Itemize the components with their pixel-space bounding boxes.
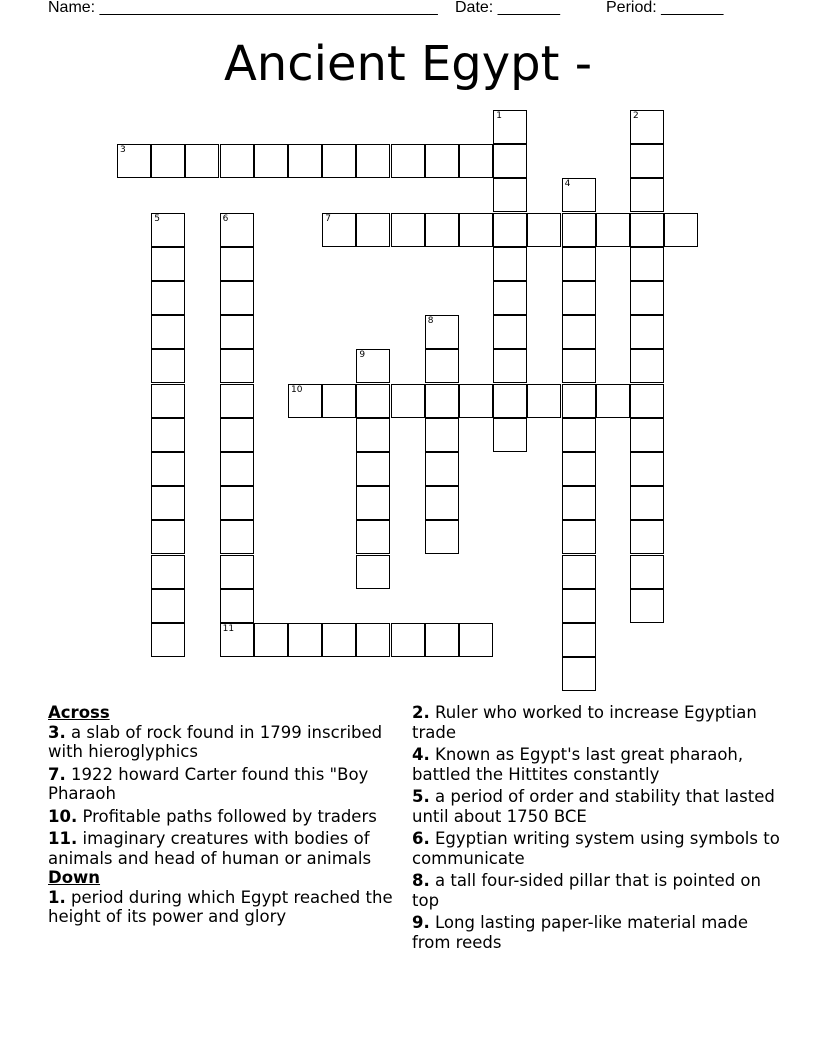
- clue-text: a slab of rock found in 1799 inscribed with hieroglyphics: [48, 722, 383, 761]
- clue-number: 1.: [48, 887, 66, 907]
- grid-cell[interactable]: [425, 520, 459, 554]
- grid-cell[interactable]: [322, 144, 356, 178]
- grid-cell[interactable]: [322, 384, 356, 418]
- grid-cell[interactable]: [151, 486, 185, 520]
- clues-right-column: [412, 703, 782, 955]
- clue-down-8: [412, 871, 782, 910]
- grid-cell[interactable]: [493, 349, 527, 383]
- clue-across-10: [48, 807, 400, 827]
- grid-cell[interactable]: [151, 418, 185, 452]
- grid-cell[interactable]: [220, 486, 254, 520]
- grid-cell[interactable]: [425, 623, 459, 657]
- grid-cell[interactable]: [185, 144, 219, 178]
- grid-cell[interactable]: [493, 384, 527, 418]
- grid-cell[interactable]: [220, 384, 254, 418]
- clue-text: Egyptian writing system using symbols to communicate: [412, 829, 780, 868]
- grid-cell[interactable]: [356, 213, 390, 247]
- grid-cell[interactable]: [288, 384, 322, 418]
- grid-cell[interactable]: [356, 486, 390, 520]
- grid-cell[interactable]: [425, 384, 459, 418]
- clue-text: Known as Egypt's last great pharaoh, battled the Hittites constantly: [412, 745, 744, 784]
- grid-cell[interactable]: [562, 349, 596, 383]
- grid-cell[interactable]: [562, 315, 596, 349]
- clue-number-label: 4: [564, 179, 571, 190]
- grid-cell[interactable]: [562, 247, 596, 281]
- grid-cell[interactable]: [527, 213, 561, 247]
- grid-cell[interactable]: [459, 144, 493, 178]
- grid-cell[interactable]: [562, 486, 596, 520]
- grid-cell[interactable]: [630, 315, 664, 349]
- clue-text: 1922 howard Carter found this "Boy Pharaoh: [48, 764, 369, 803]
- clue-down-4: [412, 745, 782, 784]
- period-field-label: Period: _______: [606, 0, 724, 16]
- grid-cell[interactable]: [151, 213, 185, 247]
- clue-number-label: 2: [633, 111, 639, 121]
- grid-cell[interactable]: [220, 418, 254, 452]
- grid-cell[interactable]: [220, 452, 254, 486]
- grid-cell[interactable]: [664, 213, 698, 247]
- grid-cell[interactable]: [630, 247, 664, 281]
- clue-across-3: [48, 723, 400, 762]
- grid-cell[interactable]: [151, 144, 185, 178]
- date-field-label: Date: _______: [455, 0, 560, 16]
- clue-text: Long lasting paper-like material made from reeds: [412, 913, 749, 952]
- clue-number-label: 9: [359, 350, 366, 361]
- grid-cell[interactable]: [220, 315, 254, 349]
- clue-text: imaginary creatures with bodies of animals and head of human or animals: [48, 829, 372, 868]
- grid-cell[interactable]: [425, 315, 459, 349]
- clue-down-2: [412, 703, 782, 742]
- grid-cell[interactable]: [425, 418, 459, 452]
- grid-cell[interactable]: [493, 418, 527, 452]
- grid-cell[interactable]: [596, 213, 630, 247]
- clue-down-5: [412, 787, 782, 826]
- clue-down-1: [48, 888, 400, 927]
- grid-cell[interactable]: [356, 555, 390, 589]
- clue-number: 11.: [48, 829, 78, 848]
- grid-cell[interactable]: [527, 384, 561, 418]
- grid-cell[interactable]: [630, 589, 664, 623]
- grid-cell[interactable]: [356, 349, 390, 383]
- clue-number: 8.: [412, 871, 430, 890]
- clue-number-label: 3: [120, 145, 126, 156]
- grid-cell[interactable]: [493, 213, 527, 247]
- grid-cell[interactable]: [322, 623, 356, 657]
- clue-number-label: 1: [496, 111, 502, 121]
- grid-cell[interactable]: [254, 623, 288, 657]
- clues-left-column: [48, 703, 400, 930]
- clue-number-label: 6: [222, 213, 229, 224]
- grid-cell[interactable]: [493, 144, 527, 178]
- grid-cell[interactable]: [493, 178, 527, 212]
- clue-across-7: [48, 765, 400, 804]
- page-title: Ancient Egypt -: [223, 36, 593, 92]
- clue-text: period during which Egypt reached the height of its power and glory: [48, 887, 393, 926]
- grid-cell[interactable]: [220, 520, 254, 554]
- grid-cell[interactable]: [356, 384, 390, 418]
- grid-cell[interactable]: [562, 555, 596, 589]
- grid-cell[interactable]: [562, 623, 596, 657]
- grid-cell[interactable]: [630, 144, 664, 178]
- grid-cell[interactable]: [356, 144, 390, 178]
- grid-cell[interactable]: [596, 384, 630, 418]
- grid-cell[interactable]: [151, 589, 185, 623]
- grid-cell[interactable]: [630, 213, 664, 247]
- grid-cell[interactable]: [151, 315, 185, 349]
- clue-number: 4.: [412, 745, 430, 764]
- clue-across-11: [48, 829, 400, 868]
- grid-cell[interactable]: [151, 555, 185, 589]
- clue-text: Ruler who worked to increase Egyptian trade: [412, 703, 757, 742]
- clue-text: a tall four-sided pillar that is pointed on top: [412, 871, 761, 910]
- across-heading: Across: [48, 703, 110, 722]
- grid-cell[interactable]: [151, 349, 185, 383]
- clue-text: a period of order and stability that lasted until about 1750 BCE: [412, 787, 775, 826]
- grid-cell[interactable]: [562, 178, 596, 212]
- clue-down-9: [412, 913, 782, 952]
- clue-number: 10.: [48, 806, 78, 826]
- clue-number: 9.: [412, 913, 430, 932]
- grid-cell[interactable]: [254, 144, 288, 178]
- clue-down-6: [412, 829, 782, 868]
- grid-cell[interactable]: [630, 486, 664, 520]
- clue-number-label: 7: [325, 213, 331, 224]
- grid-cell[interactable]: [117, 144, 151, 178]
- grid-cell[interactable]: [630, 281, 664, 315]
- grid-cell[interactable]: [630, 178, 664, 212]
- grid-cell[interactable]: [562, 418, 596, 452]
- grid-cell[interactable]: [493, 315, 527, 349]
- grid-cell[interactable]: [630, 110, 664, 144]
- clue-number-label: 5: [154, 213, 160, 224]
- grid-cell[interactable]: [391, 384, 425, 418]
- clue-text: Profitable paths followed by traders: [77, 806, 377, 826]
- grid-cell[interactable]: [630, 452, 664, 486]
- grid-cell[interactable]: [322, 213, 356, 247]
- grid-cell[interactable]: [356, 520, 390, 554]
- grid-cell[interactable]: [562, 657, 596, 691]
- grid-cell[interactable]: [493, 281, 527, 315]
- clue-number: 3.: [48, 722, 66, 742]
- grid-cell[interactable]: [220, 555, 254, 589]
- grid-cell[interactable]: [391, 213, 425, 247]
- grid-cell[interactable]: [459, 384, 493, 418]
- grid-cell[interactable]: [562, 452, 596, 486]
- grid-cell[interactable]: [562, 281, 596, 315]
- grid-cell[interactable]: [630, 520, 664, 554]
- grid-cell[interactable]: [630, 384, 664, 418]
- grid-cell[interactable]: [425, 349, 459, 383]
- clue-number-label: 11: [222, 624, 235, 634]
- grid-cell[interactable]: [425, 452, 459, 486]
- grid-cell[interactable]: [220, 623, 254, 657]
- grid-cell[interactable]: [425, 144, 459, 178]
- grid-cell[interactable]: [630, 555, 664, 589]
- grid-cell[interactable]: [151, 281, 185, 315]
- grid-cell[interactable]: [425, 213, 459, 247]
- grid-cell[interactable]: [151, 247, 185, 281]
- clue-number: 2.: [412, 703, 430, 722]
- clue-number: 5.: [412, 787, 430, 806]
- grid-cell[interactable]: [562, 589, 596, 623]
- grid-cell[interactable]: [220, 589, 254, 623]
- grid-cell[interactable]: [220, 281, 254, 315]
- grid-cell[interactable]: [356, 452, 390, 486]
- grid-cell[interactable]: [288, 623, 322, 657]
- grid-cell[interactable]: [220, 144, 254, 178]
- clue-number: 7.: [48, 764, 66, 784]
- grid-cell[interactable]: [630, 349, 664, 383]
- grid-cell[interactable]: [493, 247, 527, 281]
- clue-number-label: 8: [427, 316, 434, 327]
- grid-cell[interactable]: [459, 623, 493, 657]
- grid-cell[interactable]: [630, 418, 664, 452]
- grid-cell[interactable]: [356, 623, 390, 657]
- grid-cell[interactable]: [391, 144, 425, 178]
- name-field-label: Name: ______________________________________: [48, 0, 438, 16]
- grid-cell[interactable]: [151, 520, 185, 554]
- grid-cell[interactable]: [391, 623, 425, 657]
- grid-cell[interactable]: [459, 213, 493, 247]
- clue-number: 6.: [412, 829, 430, 848]
- grid-cell[interactable]: [356, 418, 390, 452]
- grid-cell[interactable]: [220, 349, 254, 383]
- grid-cell[interactable]: [151, 452, 185, 486]
- grid-cell[interactable]: [493, 110, 527, 144]
- grid-cell[interactable]: [425, 486, 459, 520]
- grid-cell[interactable]: [562, 520, 596, 554]
- grid-cell[interactable]: [220, 247, 254, 281]
- grid-cell[interactable]: [562, 384, 596, 418]
- grid-cell[interactable]: [220, 213, 254, 247]
- grid-cell[interactable]: [288, 144, 322, 178]
- clue-number-label: 10: [291, 384, 303, 395]
- down-heading: Down: [48, 868, 101, 887]
- grid-cell[interactable]: [562, 213, 596, 247]
- grid-cell[interactable]: [151, 623, 185, 657]
- grid-cell[interactable]: [151, 384, 185, 418]
